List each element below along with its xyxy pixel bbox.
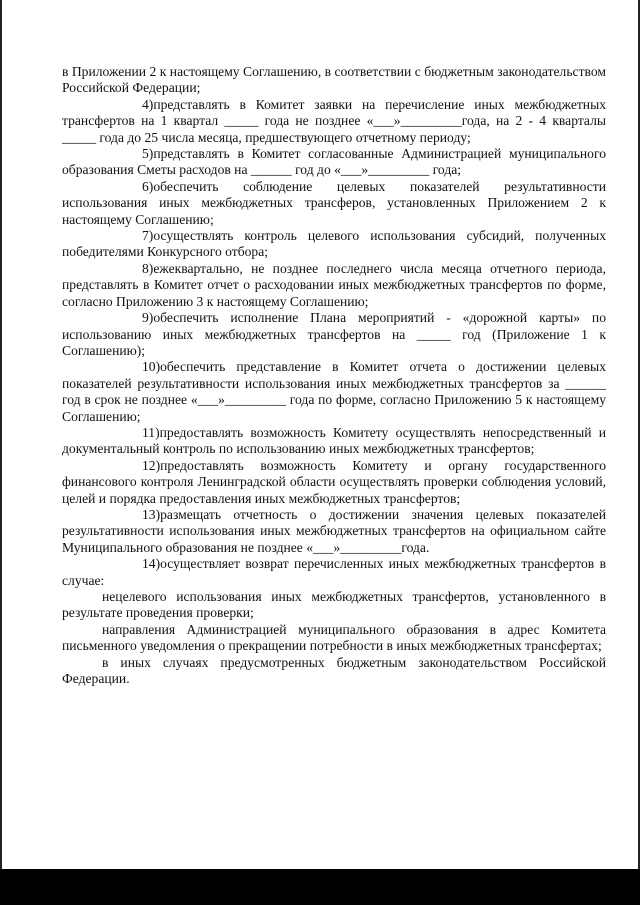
- item-4: [62, 97, 606, 146]
- item-14-number: 14): [142, 556, 161, 572]
- item-10-number: 10): [142, 359, 161, 375]
- item-13: [62, 507, 606, 556]
- item-7-text: осуществлять контроль целевого использования субсидий, полученных победителями Конкурсного отбора;: [62, 228, 606, 260]
- item-6: [62, 179, 606, 228]
- item-4-number: 4): [142, 96, 154, 112]
- item-11-text: предоставлять возможность Комитету осуществлять непосредственный и документальный контроль по использованию иных межбюджетных трансфертов;: [62, 424, 606, 457]
- item-13-number: 13): [142, 506, 161, 522]
- subitem-other: в иных случаях предусмотренных бюджетным законодательством Российской Федерации.: [62, 654, 606, 687]
- item-9-number: 9): [142, 310, 154, 326]
- item-5-text: представлять в Комитет согласованные Администрацией муниципального образования Сметы расходов на ______ год до «___»_________ года;: [62, 146, 606, 178]
- item-7: [62, 228, 606, 261]
- item-9-text: обеспечить исполнение Плана мероприятий - «дорожной карты» по использованию иных межбюджетных трансфертов на _____ год (Приложение 1 к Соглашению);: [62, 310, 606, 358]
- subitem-misuse: нецелевого использования иных межбюджетных трансфертов, установленного в результате проведения проверки;: [62, 589, 606, 621]
- item-8: [62, 261, 606, 310]
- scan-bottom-border: [0, 869, 640, 905]
- item-4-text: представлять в Комитет заявки на перечисление иных межбюджетных трансфертов на 1 квартал _____ года не позднее «___»_________года, на 2 - 4 кварталы _____ года до 25 числа месяца, предшествующего отчетному периоду;: [62, 96, 606, 145]
- item-13-text: размещать отчетность о достижении значения целевых показателей результативности использования иных межбюджетных трансфертов на официальном сайте Муниципального образования не позднее «___»_________года.: [62, 506, 606, 555]
- item-5-number: 5): [142, 146, 154, 162]
- item-14: [62, 556, 606, 589]
- item-12-text: предоставлять возможность Комитету и органу государственного финансового контроля Ленинградской области осуществлять проверки соблюдения условий, целей и порядка предоставления иных межбюджетных трансфертов;: [62, 457, 606, 506]
- item-11: [62, 425, 606, 458]
- item-6-number: 6): [142, 178, 154, 194]
- item-12-number: 12): [142, 457, 161, 473]
- document-page: [62, 64, 606, 687]
- item-7-number: 7): [142, 228, 154, 244]
- item-5: [62, 146, 606, 179]
- subitem-notice: направления Администрацией муниципального образования в адрес Комитета письменного уведомления о прекращении потребности в иных межбюджетных трансфертах;: [62, 621, 606, 654]
- item-8-number: 8): [142, 260, 154, 276]
- item-6-text: обеспечить соблюдение целевых показателей результативности использования иных межбюджетных трансферов, установленных Приложением 2 к настоящему Соглашению;: [62, 178, 606, 227]
- scan-edge-left: [0, 0, 2, 869]
- item-14-text: осуществляет возврат перечисленных иных межбюджетных трансфертов в случае:: [62, 556, 606, 588]
- paragraph-intro: в Приложении 2 к настоящему Соглашению, в соответствии с бюджетным законодательством Российской Федерации;: [62, 64, 606, 96]
- item-11-number: 11): [142, 424, 160, 440]
- item-8-text: ежеквартально, не позднее последнего числа месяца отчетного периода, представлять в Комитет отчет о расходовании иных межбюджетных трансфертов по форме, согласно Приложению 3 к настоящему Соглашению;: [62, 260, 606, 309]
- item-10-text: обеспечить представление в Комитет отчета о достижении целевых показателей результативности использования иных межбюджетных трансфертов за ______ год в срок не позднее «___»_________ года по форме, согласно Приложению 5 к настоящему Соглашению;: [62, 359, 606, 424]
- item-9: [62, 310, 606, 359]
- item-12: [62, 458, 606, 507]
- item-10: [62, 359, 606, 425]
